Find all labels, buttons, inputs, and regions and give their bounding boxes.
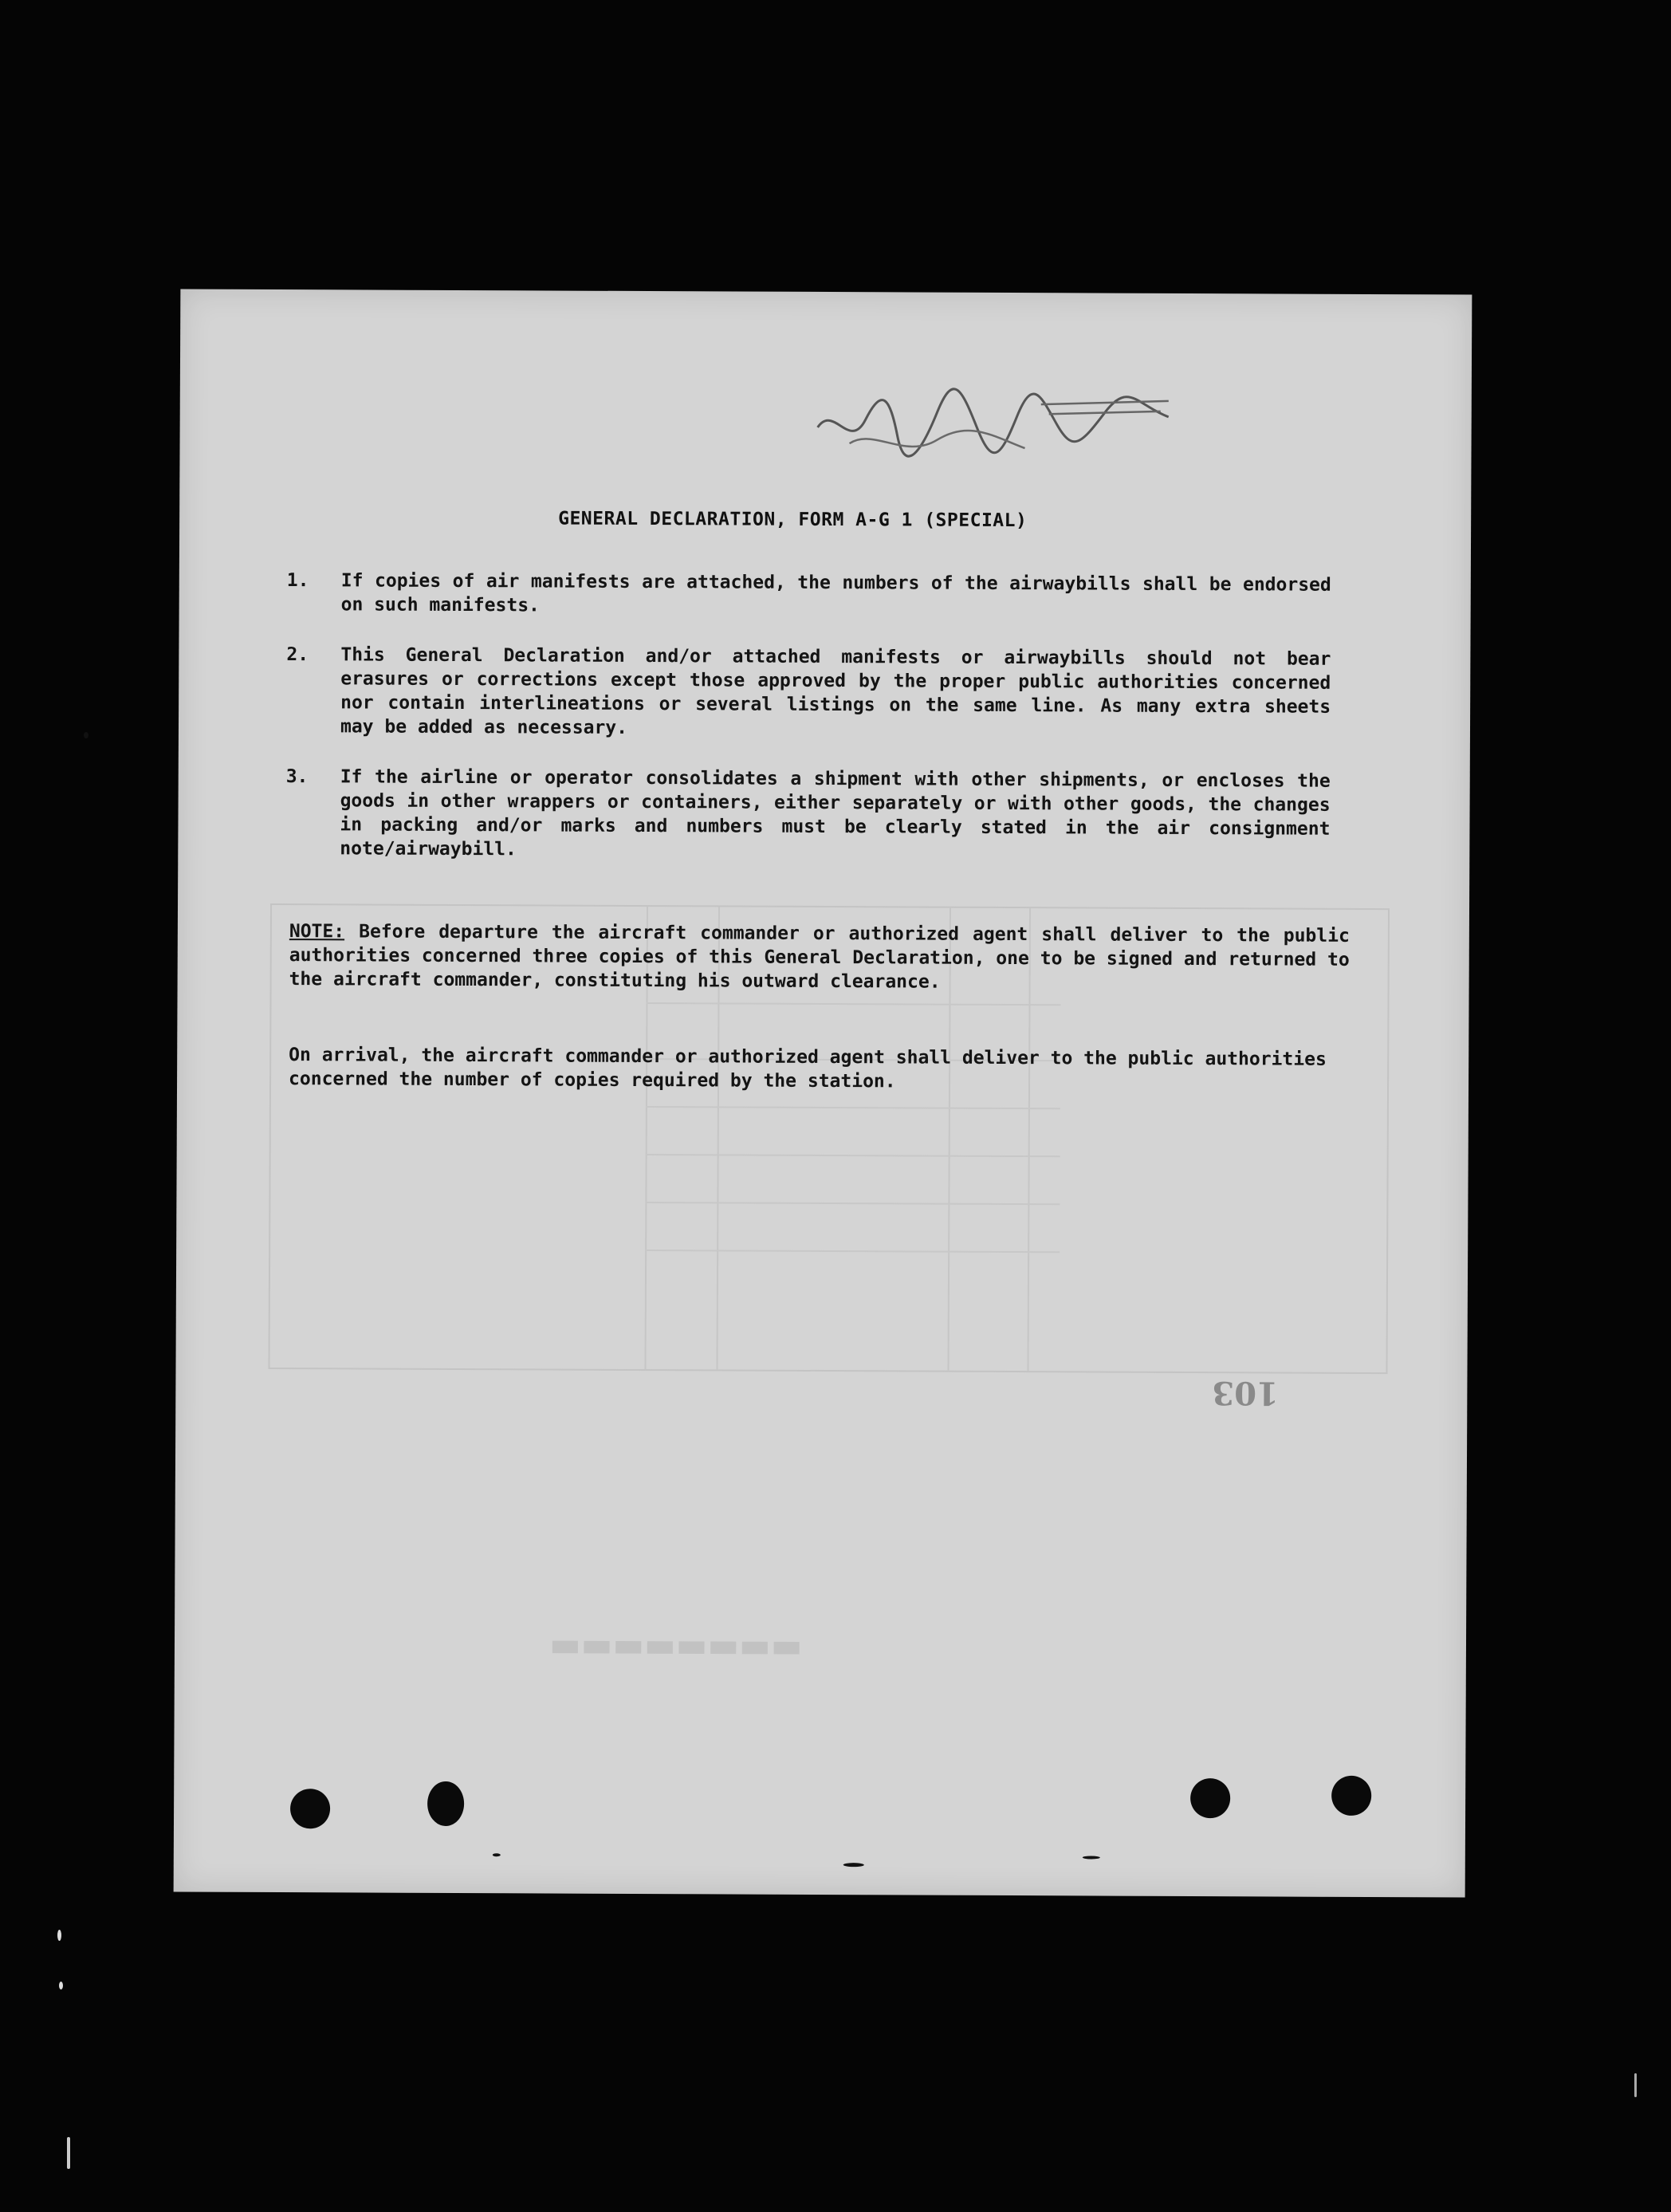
item-text: This General Declaration and/or attached manifests or airwaybills should not bear erasures or corrections except those approved by the proper public authorities concerned nor contain interlineations or several listings on the same line. As many extra sheets may be added as necessary. xyxy=(340,644,1331,738)
handwritten-signature xyxy=(801,380,1184,469)
document-page xyxy=(174,289,1472,1897)
bleed-through-text: ▬▬▬▬▬▬▬▬ xyxy=(548,1630,803,1671)
speck xyxy=(843,1863,864,1867)
punch-hole xyxy=(1190,1778,1230,1818)
page-title: GENERAL DECLARATION, FORM A-G 1 (SPECIAL) xyxy=(558,508,1028,532)
arrival-paragraph: On arrival, the aircraft commander or authorized agent shall deliver to the public authorities concerned the number of copies required by the station. xyxy=(289,1045,1327,1092)
punch-hole xyxy=(290,1789,330,1828)
background-speck xyxy=(59,1982,63,1990)
instruction-item-2 xyxy=(286,643,1331,743)
item-text: If copies of air manifests are attached, the numbers of the airwaybills shall be endorsed on such manifests. xyxy=(340,570,1331,616)
item-text: If the airline or operator consolidates a shipment with other shipments, or encloses the goods in other wrappers or containers, either separately or with other goods, the changes in packing and/or marks and numbers must be clearly stated in the air consignment note/airwaybill. xyxy=(340,766,1331,860)
punch-hole xyxy=(1331,1776,1371,1816)
item-number: 2. xyxy=(286,644,309,666)
note-label: NOTE: xyxy=(289,921,345,943)
background-speck xyxy=(84,732,88,738)
background-speck xyxy=(57,1930,61,1941)
background-speck xyxy=(67,2137,70,2169)
bleed-through-number: 103 xyxy=(1212,1374,1279,1412)
item-number: 3. xyxy=(285,766,309,788)
note-paragraph xyxy=(289,919,1350,996)
speck xyxy=(493,1853,501,1856)
background-speck xyxy=(1634,2073,1637,2097)
item-number: 1. xyxy=(286,570,309,592)
instruction-item-3 xyxy=(285,765,1331,865)
punch-hole xyxy=(427,1781,464,1826)
note-text: Before departure the aircraft commander or authorized agent shall deliver to the public authorities concerned three copies of this General Declaration, one to be signed and returned to the aircraft commander, constituting his outward clearance. xyxy=(289,921,1350,993)
instruction-item-1 xyxy=(287,569,1331,621)
speck xyxy=(1083,1856,1100,1859)
